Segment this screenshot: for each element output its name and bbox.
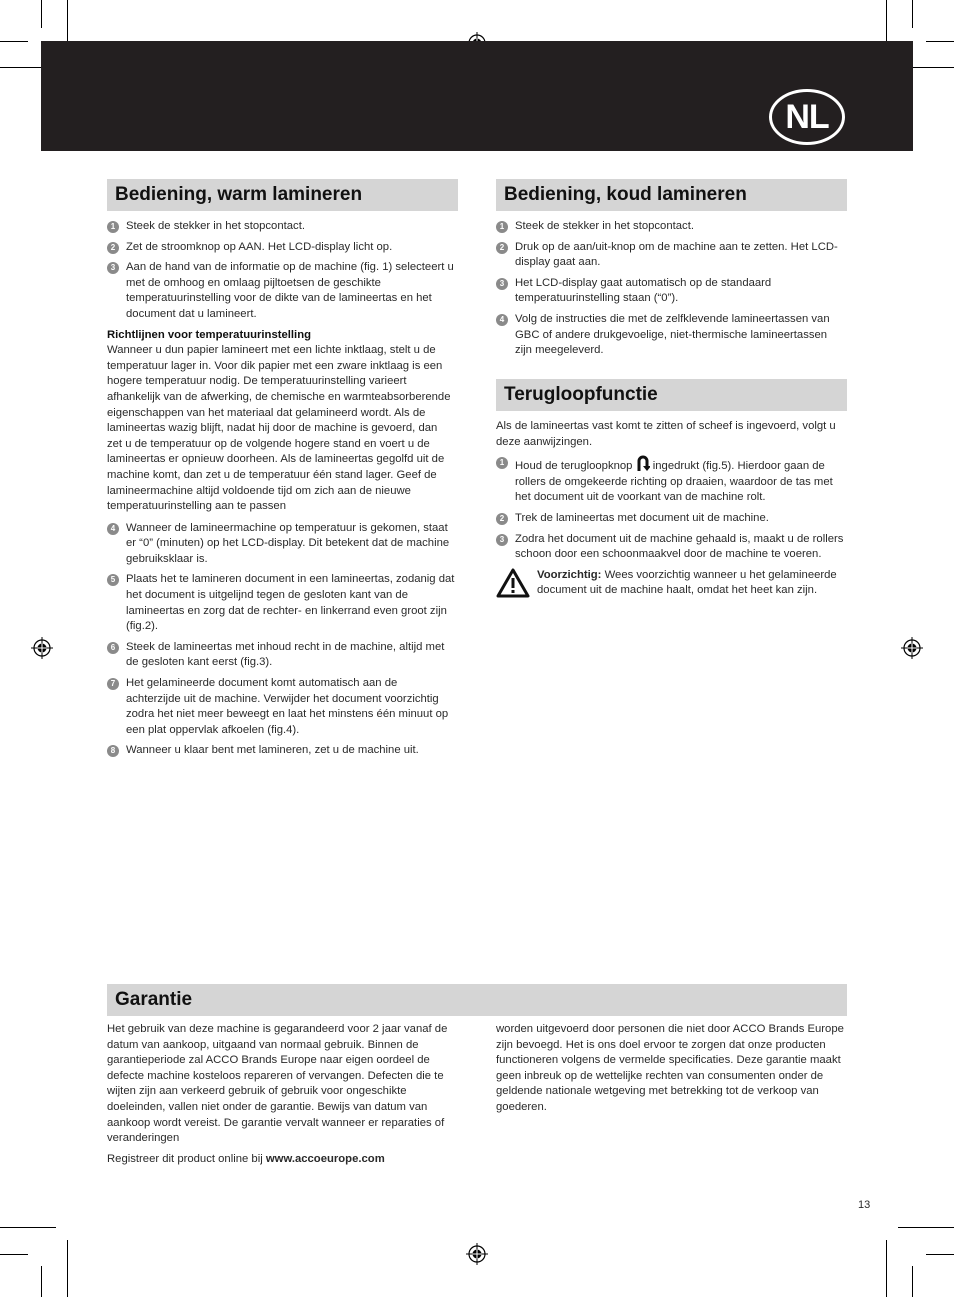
- warning-label: Voorzichtig:: [537, 568, 602, 581]
- warning-text: Wees voorzichtig wanneer u het gelamineerde document uit de machine haalt, omdat het heet kan zijn.: [537, 568, 837, 597]
- step-number: 7: [107, 678, 119, 690]
- step-number: 4: [496, 314, 508, 326]
- guideline-title: Richtlijnen voor temperatuurinstelling: [107, 328, 311, 341]
- step-text: Steek de stekker in het stopcontact.: [515, 220, 694, 232]
- section-heading-warm: [107, 179, 458, 211]
- step-text: Zodra het document uit de machine gehaald is, maakt u de rollers schoon door een schoonmaakvel door de machine te voeren.: [515, 532, 844, 561]
- step-number: 2: [496, 513, 508, 525]
- heading-warm: Bediening, warm lamineren: [115, 184, 363, 205]
- register-link[interactable]: www.accoeurope.com: [265, 1152, 385, 1165]
- step-text: Trek de lamineertas met document uit de machine.: [515, 511, 769, 524]
- crop-mark: [886, 1240, 887, 1297]
- list-item: [496, 532, 844, 563]
- list-item: [496, 276, 844, 307]
- list-item: [107, 676, 455, 738]
- crop-mark: [926, 41, 954, 42]
- step-number: 6: [107, 642, 119, 654]
- section-heading-reverse: [496, 379, 847, 411]
- page-number: 13: [858, 1199, 871, 1211]
- step-number: 1: [496, 457, 508, 469]
- list-item: [107, 260, 455, 322]
- heading-cold: Bediening, koud lamineren: [504, 184, 747, 205]
- list-item: [496, 511, 844, 527]
- list-item: [107, 640, 455, 671]
- warranty-text-right: worden uitgevoerd door personen die niet door ACCO Brands Europe zijn bevoegd. Het is ons doel ervoor te zorgen dat onze producten functioneren volgens de vermelde specificaties. Deze garantie maakt geen inbreuk op de wettelijke rechten van consumenten onder de geldende nationale wetgeving met betrekking tot de verkoop van goederen.: [496, 1023, 844, 1113]
- step-number: 4: [107, 523, 119, 535]
- crop-mark: [912, 0, 913, 28]
- step-number: 3: [107, 262, 119, 274]
- list-item: [496, 455, 844, 506]
- step-text: Steek de lamineertas met inhoud recht in de machine, altijd met de gesloten kant eerst (fig.3).: [126, 640, 445, 669]
- list-item: [107, 219, 455, 235]
- crop-mark: [0, 41, 28, 42]
- warning-icon: [496, 568, 530, 598]
- warning-block: [496, 568, 844, 602]
- step-text: Het LCD-display gaat automatisch op de standaard temperatuurinstelling staan (“0”).: [515, 276, 772, 305]
- step-text: Zet de stroomknop op AAN. Het LCD-display licht op.: [126, 240, 393, 253]
- step-number: 5: [107, 574, 119, 586]
- step-text: Druk op de aan/uit-knop om de machine aan te zetten. Het LCD-display gaat aan.: [515, 240, 838, 269]
- registration-mark-icon: [901, 637, 923, 659]
- step-number: 2: [496, 242, 508, 254]
- step-number: 8: [107, 745, 119, 757]
- step-number: 2: [107, 242, 119, 254]
- crop-mark: [0, 1254, 28, 1255]
- list-item: [107, 572, 455, 634]
- register-text: Registreer dit product online bij: [107, 1152, 263, 1165]
- warranty-left: [107, 1022, 455, 1172]
- warm-column: [107, 219, 455, 764]
- list-item: [496, 219, 844, 235]
- step-text: Wanneer u klaar bent met lamineren, zet u de machine uit.: [126, 744, 419, 757]
- reverse-button-icon: [636, 455, 650, 473]
- list-item: [496, 312, 844, 359]
- crop-mark: [67, 1240, 68, 1297]
- list-item: [107, 743, 455, 759]
- step-number: 3: [496, 278, 508, 290]
- list-item: [107, 521, 455, 568]
- crop-mark: [41, 1266, 42, 1297]
- step-text: Volg de instructies die met de zelfklevende lamineertassen van GBC of andere drukgevoelige, niet-thermische lamineertassen zijn meegeleverd.: [515, 312, 830, 357]
- reverse-column: [496, 419, 844, 602]
- language-badge: NL: [769, 89, 845, 145]
- step-text: Plaats het te lamineren document in een lamineertas, zodanig dat het document is uitgelijnd tegen de gesloten kant van de lamineertas en zorg dat de rechter- en linkerrand even groot zijn (fig.2).: [126, 573, 455, 633]
- reverse-step1-before: Houd de terugloopknop: [515, 460, 633, 473]
- cold-column: [496, 219, 844, 364]
- section-heading-warranty: [107, 984, 847, 1016]
- heading-warranty: Garantie: [115, 989, 193, 1010]
- warranty-text-left: Het gebruik van deze machine is gegarandeerd voor 2 jaar vanaf de datum van aankoop, uitgaand van normaal gebruik. Binnen de garantieperiode zal ACCO Brands Europe naar eigen oordeel de defecte machine kosteloos repareren of vervangen. Defecten die te wijten zijn aan verkeerd gebruik of gebruik voor ongeschikte doeleinden, vallen niet onder de garantie. Bewijs van datum van aankoop wordt vereist. De garantie vervalt wanneer er reparaties of veranderingen: [107, 1023, 448, 1145]
- registration-mark-icon: [31, 637, 53, 659]
- register-line: [107, 1152, 455, 1168]
- heading-reverse: Terugloopfunctie: [504, 384, 658, 405]
- step-text: Het gelamineerde document komt automatisch aan de achterzijde uit de machine. Verwijder het document voorzichtig zodra het niet meer beweegt en laat het minstens één minuut op een plat oppervlak afkoelen (fig.4).: [126, 677, 449, 736]
- step-number: 3: [496, 534, 508, 546]
- step-text: Aan de hand van de informatie op de machine (fig. 1) selecteert u met de omhoog en omlaag pijltoetsen de geschikte temperatuurinstelling voor de dikte van de lamineertas en het document dat u lamineert.: [126, 261, 454, 320]
- list-item: [496, 240, 844, 271]
- guideline-text: Wanneer u dun papier lamineert met een lichte inktlaag, stelt u de temperatuur lager in. Voor dik papier met een zware inktlaag is een hogere temperatuur nodig. De temperatuurinstelling varieert afhankelijk van de afwerking, de chemische en warmteabsorberende eigenschappen van het materiaal dat gelamineerd wordt. Als de lamineertas wazig blijft, nadat hij door de machine is gevoerd, dan zet u de temperatuur op de volgende hogere stand en voert u de lamineertas er opnieuw doorheen. Als de lamineertas gegolfd uit de machine komt, dan zet u de temperatuur één stand lager. Geef de lamineermachine altijd voldoende tijd om zich aan de nieuwe temperatuurinstelling aan te passen: [107, 344, 451, 513]
- crop-mark: [912, 1266, 913, 1297]
- warranty-right: [496, 1022, 844, 1121]
- step-number: 1: [496, 221, 508, 233]
- reverse-step1-after: ingedrukt (fig.5). Hierdoor gaan de rollers de omgekeerde richting op draaien, waardoor de tas met het document uit de voorkant van de machine rolt.: [515, 460, 833, 504]
- step-number: 1: [107, 221, 119, 233]
- guideline-block: [107, 328, 455, 515]
- list-item: [107, 240, 455, 256]
- step-text: Steek de stekker in het stopcontact.: [126, 220, 305, 232]
- crop-mark: [898, 1227, 954, 1228]
- crop-mark: [926, 1254, 954, 1255]
- crop-mark: [0, 1227, 56, 1228]
- step-text: Wanneer de lamineermachine op temperatuur is gekomen, staat er “0” (minuten) op het LCD-display. Dit betekent dat de machine gebruiksklaar is.: [126, 521, 450, 565]
- crop-mark: [41, 0, 42, 28]
- reverse-intro: Als de lamineertas vast komt te zitten of scheef is ingevoerd, volgt u deze aanwijzingen.: [496, 420, 836, 448]
- registration-mark-icon: [466, 1243, 488, 1265]
- section-heading-cold: [496, 179, 847, 211]
